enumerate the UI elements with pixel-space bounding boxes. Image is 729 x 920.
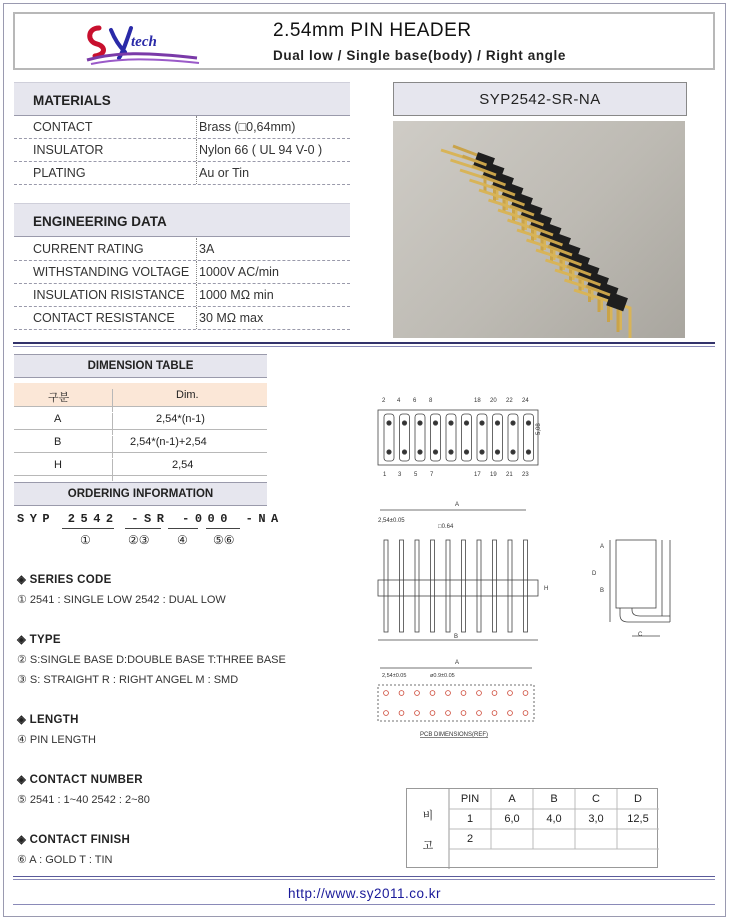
pin-dot: [418, 450, 422, 454]
pcb-hole: [384, 691, 389, 696]
part-number: SYP2542-SR-NA: [393, 82, 687, 116]
spec-value: 3A: [199, 242, 215, 256]
pin-dot: [387, 450, 391, 454]
dimension-table-header: [14, 383, 267, 407]
pcb-hole: [399, 691, 404, 696]
underline: [206, 528, 240, 529]
section-divider-thin: [13, 346, 715, 347]
side-view-body: [616, 540, 656, 608]
front-pin: [431, 540, 435, 632]
page-subtitle: Dual low / Single base(body) / Right angle: [273, 48, 566, 63]
footer-divider: [13, 876, 715, 877]
spec-row: [14, 307, 350, 330]
contact-number-text: ⑤ 2541 : 1~40 2542 : 2~80: [17, 794, 150, 806]
ordering-index: ⑤⑥: [213, 533, 235, 547]
pcb-hole: [430, 691, 435, 696]
pin-number: 5: [414, 472, 418, 478]
pin-number: 21: [506, 472, 513, 478]
spec-key: PLATING: [33, 166, 86, 180]
table-header: B: [550, 793, 558, 805]
pin-number: 1: [383, 472, 387, 478]
product-photo: [393, 121, 685, 338]
section-divider: [13, 342, 715, 344]
pin-dot: [418, 421, 422, 425]
front-pin: [384, 540, 388, 632]
spec-value: Brass (□0,64mm): [199, 120, 296, 134]
pin-number: 23: [522, 472, 529, 478]
dim-label: 2,54±0.05: [382, 673, 407, 679]
ordering-index: ①: [80, 533, 91, 547]
pcb-hole: [492, 691, 497, 696]
pin-dot: [402, 450, 406, 454]
table-cell: H: [54, 459, 62, 471]
table-cell: B: [54, 436, 62, 448]
front-pin: [493, 540, 497, 632]
engineering-heading: ENGINEERING DATA: [14, 203, 350, 237]
spec-row: [14, 139, 350, 162]
pin-dot: [464, 421, 468, 425]
pin-dot: [449, 450, 453, 454]
side-pin: [632, 608, 670, 616]
pcb-hole: [492, 711, 497, 716]
pin-dot: [511, 421, 515, 425]
table-row: [14, 453, 267, 476]
dim-label: B: [600, 588, 605, 594]
table-cell: 2: [466, 833, 474, 845]
spec-key: CONTACT RESISTANCE: [33, 311, 175, 325]
pin-dot: [480, 450, 484, 454]
remarks-table: [406, 788, 658, 868]
type-title: ◈ TYPE: [17, 634, 61, 646]
table-row: [14, 430, 267, 453]
ordering-index: ②③: [128, 533, 150, 547]
ordering-heading: ORDERING INFORMATION: [14, 482, 267, 506]
table-cell: 4,0: [546, 813, 562, 825]
table-cell: 2,54*(n-1): [156, 413, 205, 425]
pin-number: 3: [398, 472, 402, 478]
ordering-code: SYP 2542 -SR -000 -NA: [17, 512, 284, 526]
dimension-table-heading: DIMENSION TABLE: [14, 354, 267, 378]
pcb-hole: [461, 691, 466, 696]
pin-dot: [449, 421, 453, 425]
series-code-text: ① 2541 : SINGLE LOW 2542 : DUAL LOW: [17, 594, 226, 606]
table-header: C: [592, 793, 600, 805]
pin-number: 24: [522, 398, 529, 404]
footer-divider-bottom: [13, 904, 715, 905]
footer-divider-thin: [13, 879, 715, 880]
col-label: 구분: [48, 392, 70, 404]
pin-dot: [433, 450, 437, 454]
dim-label: 2,54±0.05: [378, 518, 405, 524]
pin-number: 22: [506, 398, 513, 404]
dim-label: C: [638, 632, 643, 638]
pcb-hole: [399, 711, 404, 716]
front-pin: [524, 540, 528, 632]
dim-label: A: [455, 660, 460, 666]
table-header: D: [634, 793, 642, 805]
pcb-hole: [415, 711, 420, 716]
dim-label: D: [592, 571, 597, 577]
pcb-caption: PCB DIMENSIONS(REF): [420, 732, 489, 738]
front-pin: [508, 540, 512, 632]
pcb-hole: [477, 711, 482, 716]
page-title: 2.54mm PIN HEADER: [273, 20, 472, 41]
type-text: ③ S: STRAIGHT R : RIGHT ANGEL M : SMD: [17, 674, 239, 686]
pin-header-image: [393, 121, 685, 338]
pcb-hole: [430, 711, 435, 716]
spec-value: Nylon 66 ( UL 94 V-0 ): [199, 143, 323, 157]
pin-dot: [387, 421, 391, 425]
pin-dot: [526, 421, 530, 425]
remark-label: 고: [422, 840, 434, 852]
table-header: PIN: [460, 793, 480, 805]
pin-dot: [464, 450, 468, 454]
ordering-index: ④: [177, 533, 188, 547]
spec-key: WITHSTANDING VOLTAGE: [33, 265, 190, 279]
page-header: [13, 12, 715, 70]
table-row: [14, 407, 267, 430]
table-cell: 1: [466, 813, 474, 825]
footer-link[interactable]: http://www.sy2011.co.kr: [287, 886, 442, 901]
pin-number: 17: [474, 472, 481, 478]
series-code-title: ◈ SERIES CODE: [17, 574, 112, 586]
underline: [125, 528, 161, 529]
pcb-hole: [523, 691, 528, 696]
pin-number: 2: [382, 398, 386, 404]
pin-number: 4: [397, 398, 401, 404]
pin-number: 7: [430, 472, 434, 478]
front-pin: [400, 540, 404, 632]
contact-finish-title: ◈ CONTACT FINISH: [17, 834, 131, 846]
contact-finish-text: ⑥ A : GOLD T : TIN: [17, 854, 113, 866]
type-text: ② S:SINGLE BASE D:DOUBLE BASE T:THREE BASE: [17, 654, 286, 666]
spec-row: [14, 116, 350, 139]
spec-row: [14, 238, 350, 261]
dim-label: A: [600, 544, 605, 550]
materials-heading: MATERIALS: [14, 82, 350, 116]
remark-label: 비: [422, 810, 434, 822]
pin-number: 18: [474, 398, 481, 404]
dim-label: ø0.9±0.05: [430, 673, 455, 679]
underline: [62, 528, 114, 529]
spec-row: [14, 162, 350, 185]
top-view-outline: [378, 410, 538, 465]
dim-label: A: [455, 502, 460, 508]
pcb-hole: [508, 691, 513, 696]
table-cell: 3,0: [588, 813, 604, 825]
pin-dot: [433, 421, 437, 425]
spec-row: [14, 261, 350, 284]
spec-key: CONTACT: [33, 120, 93, 134]
table-cell: 6,0: [504, 813, 520, 825]
front-pin: [462, 540, 466, 632]
pcb-hole: [461, 711, 466, 716]
pcb-hole: [384, 711, 389, 716]
pin-dot: [480, 421, 484, 425]
spec-key: INSULATION RISISTANCE: [33, 288, 185, 302]
spec-key: INSULATOR: [33, 143, 104, 157]
dim-label: H: [544, 586, 549, 592]
logo-text: tech: [131, 34, 157, 50]
pcb-hole: [508, 711, 513, 716]
table-cell: 2,54: [172, 459, 194, 471]
spec-value: 1000V AC/min: [199, 265, 279, 279]
spec-value: 1000 MΩ min: [199, 288, 274, 302]
dim-label: 5,08: [536, 423, 542, 435]
pin-dot: [511, 450, 515, 454]
pin-number: 6: [413, 398, 417, 404]
pcb-hole: [415, 691, 420, 696]
front-pin: [446, 540, 450, 632]
technical-drawing: [370, 390, 700, 750]
underline: [168, 528, 198, 529]
pin-number: 8: [429, 398, 433, 404]
pcb-hole: [523, 711, 528, 716]
table-cell: A: [54, 413, 62, 425]
spec-value: Au or Tin: [199, 166, 250, 180]
pin-number: 19: [490, 472, 497, 478]
side-pin: [620, 608, 670, 622]
spec-value: 30 MΩ max: [199, 311, 264, 325]
table-header: A: [508, 793, 516, 805]
spec-key: CURRENT RATING: [33, 242, 144, 256]
spec-row: [14, 284, 350, 307]
front-view-body: [378, 580, 538, 596]
pin-dot: [402, 421, 406, 425]
pin-dot: [495, 450, 499, 454]
length-title: ◈ LENGTH: [17, 714, 79, 726]
col-label: Dim.: [176, 389, 199, 401]
front-pin: [415, 540, 419, 632]
pin-number: 20: [490, 398, 497, 404]
front-pin: [477, 540, 481, 632]
pcb-hole: [446, 711, 451, 716]
pin-dot: [495, 421, 499, 425]
table-cell: 12,5: [627, 813, 649, 825]
pcb-hole: [446, 691, 451, 696]
contact-number-title: ◈ CONTACT NUMBER: [17, 774, 143, 786]
dim-label: B: [454, 634, 459, 640]
dim-label: □0.64: [438, 524, 454, 530]
table-cell: 2,54*(n-1)+2,54: [130, 436, 207, 448]
length-text: ④ PIN LENGTH: [17, 734, 96, 746]
pin-dot: [526, 450, 530, 454]
pcb-hole: [477, 691, 482, 696]
